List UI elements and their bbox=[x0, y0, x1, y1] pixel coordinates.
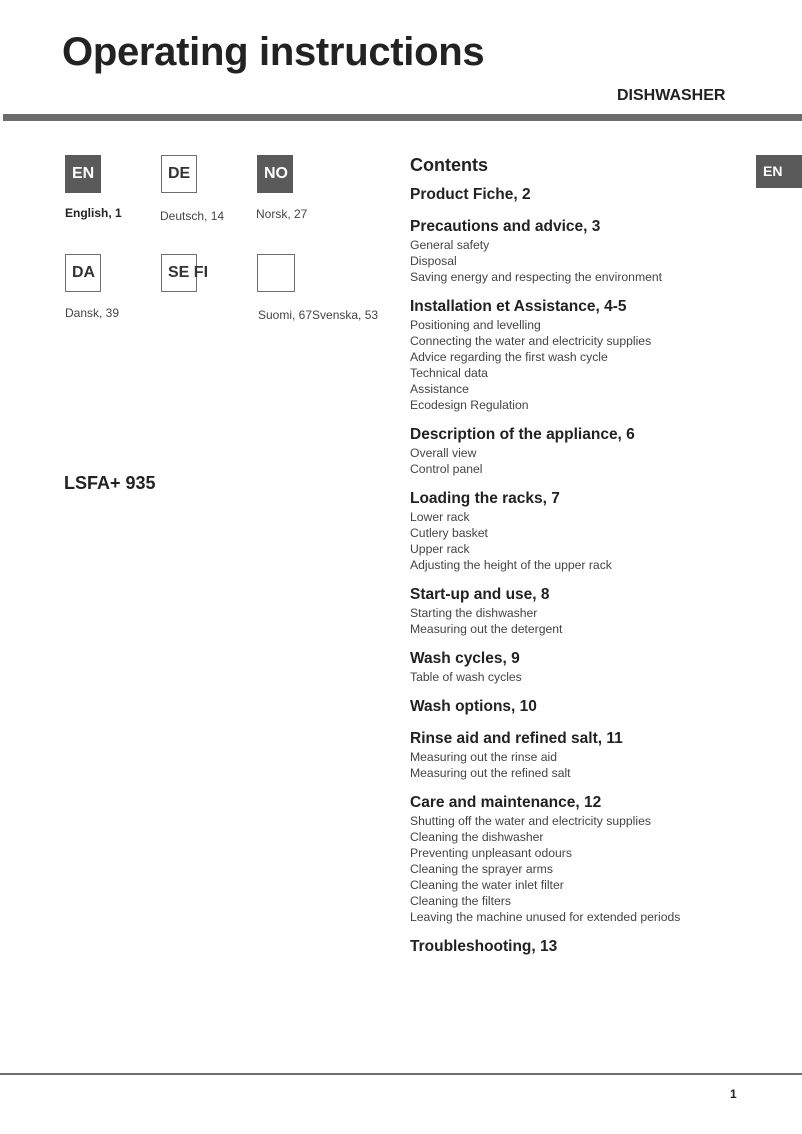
toc-subsection[interactable]: Ecodesign Regulation bbox=[410, 398, 529, 412]
toc-sections bbox=[410, 185, 750, 957]
toc-subsection[interactable]: Advice regarding the first wash cycle bbox=[410, 350, 608, 364]
toc-subsection[interactable]: Leaving the machine unused for extended periods bbox=[410, 910, 681, 924]
model-number: LSFA+ 935 bbox=[64, 473, 156, 493]
toc-section-title[interactable]: Description of the appliance, 6 bbox=[410, 426, 635, 443]
toc-subsection[interactable]: Measuring out the detergent bbox=[410, 622, 563, 636]
toc-subsection[interactable]: Upper rack bbox=[410, 542, 470, 556]
language-label-dansk[interactable]: Dansk, 39 bbox=[65, 306, 120, 320]
toc-section bbox=[410, 649, 750, 685]
product-category: DISHWASHER bbox=[617, 87, 726, 104]
toc-subsection[interactable]: Overall view bbox=[410, 446, 477, 460]
toc-section bbox=[410, 697, 750, 717]
toc-section bbox=[410, 793, 750, 925]
footer-divider bbox=[0, 1073, 802, 1075]
toc-subsection[interactable]: Cleaning the filters bbox=[410, 894, 511, 908]
toc-subsection[interactable]: Lower rack bbox=[410, 510, 470, 524]
toc-subsection[interactable]: Measuring out the refined salt bbox=[410, 766, 571, 780]
language-box-empty[interactable] bbox=[257, 254, 295, 292]
toc-subsection[interactable]: General safety bbox=[410, 238, 490, 252]
language-box-de[interactable]: DE bbox=[161, 155, 197, 193]
toc-subsection[interactable]: Control panel bbox=[410, 462, 483, 476]
toc-section bbox=[410, 297, 750, 413]
language-label-suomi-svenska[interactable]: Suomi, 67Svenska, 53 bbox=[258, 308, 379, 322]
toc-section bbox=[410, 585, 750, 637]
toc-subsection[interactable]: Adjusting the height of the upper rack bbox=[410, 558, 612, 572]
toc-section bbox=[410, 185, 750, 205]
contents-heading: Contents bbox=[410, 155, 488, 175]
toc-section bbox=[410, 937, 750, 957]
toc-subsection[interactable]: Cleaning the water inlet filter bbox=[410, 878, 564, 892]
language-label-norsk[interactable]: Norsk, 27 bbox=[256, 207, 308, 221]
toc-section-title[interactable]: Rinse aid and refined salt, 11 bbox=[410, 730, 623, 747]
toc-section bbox=[410, 217, 750, 285]
toc-subsection[interactable]: Cutlery basket bbox=[410, 526, 488, 540]
language-box-no[interactable]: NO bbox=[257, 155, 293, 193]
toc-subsection[interactable]: Measuring out the rinse aid bbox=[410, 750, 558, 764]
toc-subsection[interactable]: Saving energy and respecting the environment bbox=[410, 270, 663, 284]
toc-section-title[interactable]: Precautions and advice, 3 bbox=[410, 218, 601, 235]
toc-section-title[interactable]: Wash cycles, 9 bbox=[410, 650, 520, 667]
language-box-da[interactable]: DA bbox=[65, 254, 101, 292]
toc-subsection[interactable]: Cleaning the dishwasher bbox=[410, 830, 544, 844]
document-title: Operating instructions bbox=[62, 30, 485, 74]
toc-section-title[interactable]: Start-up and use, 8 bbox=[410, 586, 550, 603]
toc-subsection[interactable]: Assistance bbox=[410, 382, 469, 396]
toc-subsection[interactable]: Disposal bbox=[410, 254, 457, 268]
toc-section bbox=[410, 489, 750, 573]
language-box-en[interactable]: EN bbox=[65, 155, 101, 193]
toc-subsection[interactable]: Preventing unpleasant odours bbox=[410, 846, 572, 860]
toc-subsection[interactable]: Starting the dishwasher bbox=[410, 606, 538, 620]
toc-section-title[interactable]: Loading the racks, 7 bbox=[410, 490, 560, 507]
toc-subsection[interactable]: Table of wash cycles bbox=[410, 670, 522, 684]
toc-subsection[interactable]: Connecting the water and electricity supplies bbox=[410, 334, 652, 348]
toc-section bbox=[410, 729, 750, 781]
toc-section-title[interactable]: Installation et Assistance, 4-5 bbox=[410, 298, 627, 315]
toc-subsection[interactable]: Technical data bbox=[410, 366, 488, 380]
language-box-se-fi[interactable]: SE FI bbox=[161, 254, 197, 292]
page-number: 1 bbox=[730, 1087, 737, 1101]
toc-section-title[interactable]: Care and maintenance, 12 bbox=[410, 794, 602, 811]
language-label-english[interactable]: English, 1 bbox=[65, 206, 122, 220]
table-of-contents bbox=[410, 153, 750, 969]
header-divider bbox=[3, 114, 802, 121]
toc-subsection[interactable]: Positioning and levelling bbox=[410, 318, 541, 332]
toc-subsection[interactable]: Cleaning the sprayer arms bbox=[410, 862, 553, 876]
language-side-tab: EN bbox=[756, 155, 802, 188]
toc-section-title[interactable]: Wash options, 10 bbox=[410, 698, 537, 715]
language-label-deutsch[interactable]: Deutsch, 14 bbox=[160, 209, 225, 223]
toc-section bbox=[410, 425, 750, 477]
toc-section-title[interactable]: Product Fiche, 2 bbox=[410, 186, 531, 203]
toc-subsection[interactable]: Shutting off the water and electricity supplies bbox=[410, 814, 651, 828]
toc-section-title[interactable]: Troubleshooting, 13 bbox=[410, 938, 558, 955]
